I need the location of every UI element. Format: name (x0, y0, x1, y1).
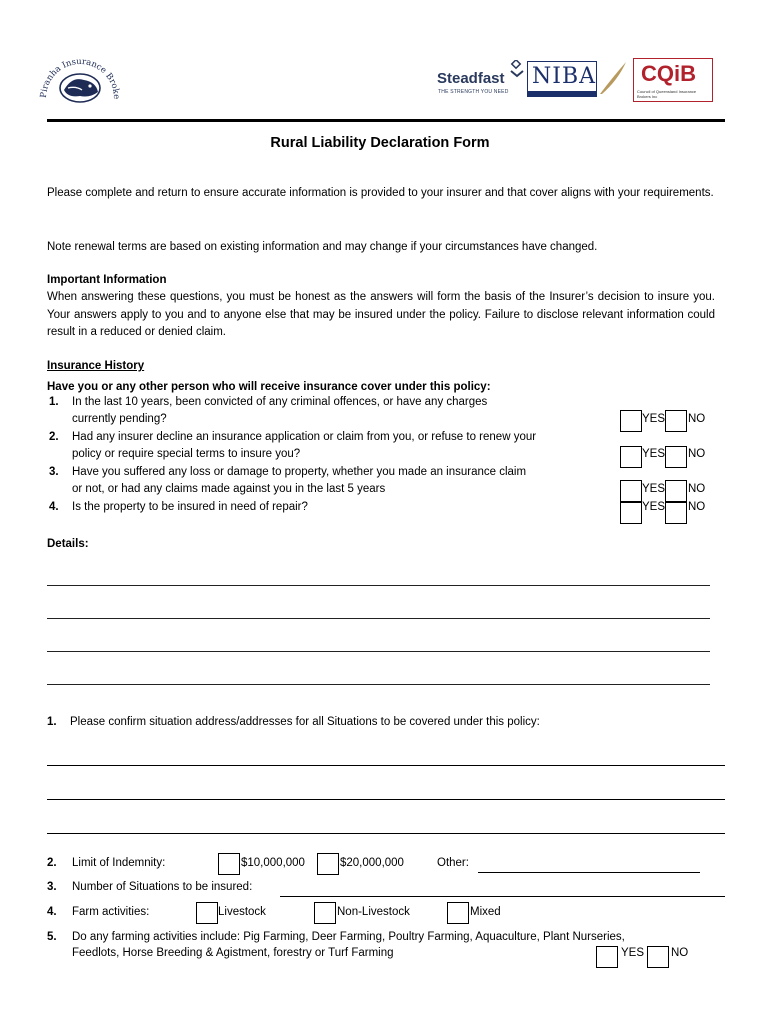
non-livestock-label: Non-Livestock (337, 906, 410, 918)
history-heading: Insurance History (47, 360, 145, 372)
no-label: NO (688, 483, 706, 495)
limit-label: Limit of Indemnity: (72, 857, 166, 869)
livestock-label: Livestock (218, 906, 266, 918)
history-q2-no-checkbox[interactable] (665, 446, 687, 468)
no-label: NO (688, 448, 706, 460)
details-line[interactable] (47, 618, 710, 619)
situations-count-label: Number of Situations to be insured: (72, 881, 253, 893)
mixed-checkbox[interactable] (447, 902, 469, 924)
farming-activities-text: Do any farming activities include: Pig Farming, Deer Farming, Poultry Farming, Aquaculture, Plant Nurseries, (72, 931, 625, 943)
mixed-label: Mixed (470, 906, 501, 918)
history-q1-text-cont: currently pending? (72, 413, 167, 425)
page-title: Rural Liability Declaration Form (270, 135, 490, 151)
history-q3-no-checkbox[interactable] (665, 480, 687, 502)
history-question: Have you or any other person who will receive insurance cover under this policy: (47, 381, 491, 393)
situation-q3-number: 3. (47, 881, 57, 893)
important-text: When answering these questions, you must be honest as the answers will form the basis of the Insurer’s decision to insure you. Your answers apply to you and to anyone else that may be insured under the policy. Failure to disclose relevant information could result in a reduced or denied claim. (47, 291, 715, 338)
yes-label: YES (642, 448, 666, 460)
history-q4-text: Is the property to be insured in need of repair? (72, 501, 308, 513)
details-line[interactable] (47, 585, 710, 586)
history-q2-text-cont: policy or require special terms to insure you? (72, 448, 301, 460)
broker-logo (38, 46, 120, 108)
history-q2-yes-checkbox[interactable] (620, 446, 642, 468)
history-q1-yes-checkbox[interactable] (620, 410, 642, 432)
limit-10m-checkbox[interactable] (218, 853, 240, 875)
situation-q5-number: 5. (47, 931, 57, 943)
yes-label: YES (621, 947, 645, 959)
non-livestock-checkbox[interactable] (314, 902, 336, 924)
no-label: NO (671, 947, 689, 959)
history-q2-text: Had any insurer decline an insurance application or claim from you, or refuse to renew your (72, 431, 537, 443)
situations-count-field[interactable] (280, 896, 725, 897)
no-label: NO (688, 501, 706, 513)
history-q4-number: 4. (49, 501, 59, 513)
history-q1-text: In the last 10 years, been convicted of any criminal offences, or have any charges (72, 396, 488, 408)
svg-text:Piranha Insurance Brokers: Piranha Insurance Brok (38, 56, 120, 99)
farming-no-checkbox[interactable] (647, 946, 669, 968)
cqib-logo: CQiB Council of Queensland Insurance Brokers Inc (633, 58, 713, 102)
other-limit-field[interactable] (478, 872, 700, 873)
address-line[interactable] (47, 833, 725, 834)
limit-20m-checkbox[interactable] (317, 853, 339, 875)
niba-logo: NIBA (527, 61, 597, 97)
yes-label: YES (642, 483, 666, 495)
header-divider (47, 119, 725, 122)
other-label: Other: (437, 857, 469, 869)
important-heading: Important Information (47, 274, 167, 286)
yes-label: YES (642, 501, 666, 513)
no-label: NO (688, 413, 706, 425)
situation-q1-number: 1. (47, 716, 57, 728)
history-q2-number: 2. (49, 431, 59, 443)
intro-text: Please complete and return to ensure accurate information is provided to your insurer and that cover aligns with your requirements. (47, 187, 714, 199)
details-line[interactable] (47, 651, 710, 652)
feather-icon (598, 60, 628, 96)
situation-q2-number: 2. (47, 857, 57, 869)
history-q3-text-cont: or not, or had any claims made against you in the last 5 years (72, 483, 386, 495)
address-line[interactable] (47, 799, 725, 800)
farming-yes-checkbox[interactable] (596, 946, 618, 968)
history-q4-no-checkbox[interactable] (665, 502, 687, 524)
history-q1-number: 1. (49, 396, 59, 408)
history-q3-yes-checkbox[interactable] (620, 480, 642, 502)
renewal-note: Note renewal terms are based on existing information and may change if your circumstances have changed. (47, 241, 598, 253)
farm-activities-label: Farm activities: (72, 906, 150, 918)
situation-q1-text: Please confirm situation address/addresses for all Situations to be covered under this policy: (70, 716, 540, 728)
history-q4-yes-checkbox[interactable] (620, 502, 642, 524)
farming-activities-text-cont: Feedlots, Horse Breeding & Agistment, forestry or Turf Farming (72, 947, 394, 959)
details-line[interactable] (47, 684, 710, 685)
history-q1-no-checkbox[interactable] (665, 410, 687, 432)
yes-label: YES (642, 413, 666, 425)
address-line[interactable] (47, 765, 725, 766)
history-q3-number: 3. (49, 466, 59, 478)
steadfast-logo: Steadfast THE STRENGTH YOU NEED (437, 60, 527, 98)
details-label: Details: (47, 538, 89, 550)
limit-10m-label: $10,000,000 (241, 857, 305, 869)
history-q3-text: Have you suffered any loss or damage to property, whether you made an insurance claim (72, 466, 527, 478)
limit-20m-label: $20,000,000 (340, 857, 404, 869)
livestock-checkbox[interactable] (196, 902, 218, 924)
situation-q4-number: 4. (47, 906, 57, 918)
